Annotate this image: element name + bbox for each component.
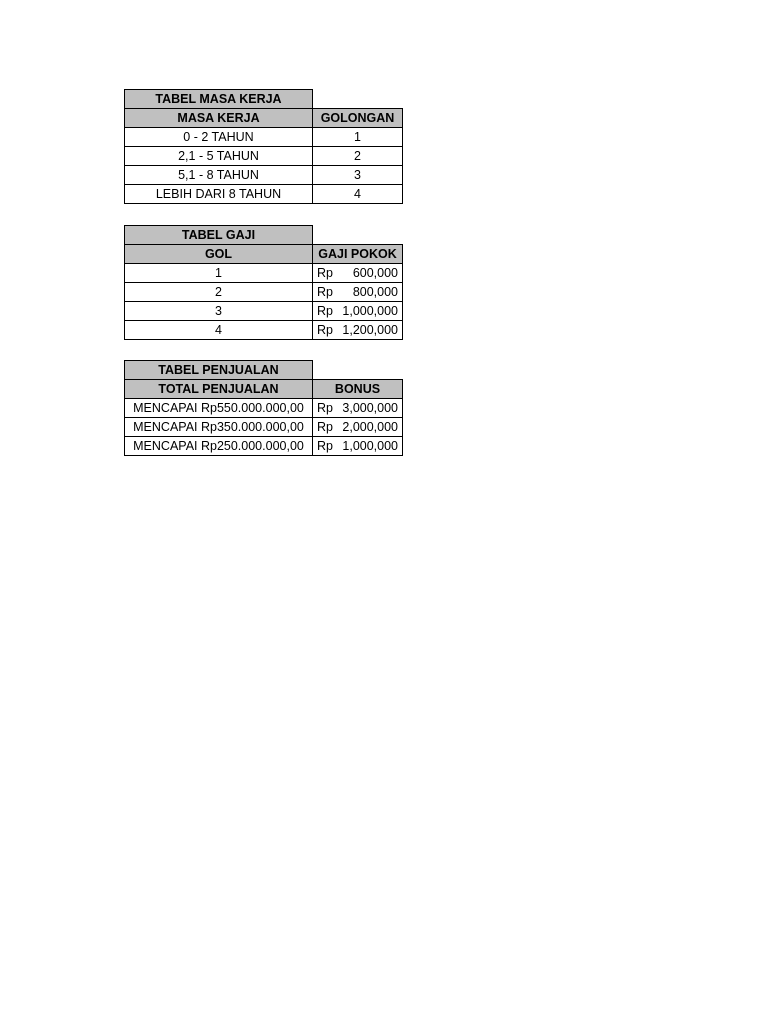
table-cell: MENCAPAI Rp550.000.000,00 [125, 399, 313, 418]
table-header-row [125, 245, 403, 264]
money-cell [313, 302, 403, 321]
table-row [125, 437, 403, 456]
table-title: TABEL GAJI [125, 226, 313, 245]
table-cell: 1 [125, 264, 313, 283]
column-header: GAJI POKOK [313, 245, 403, 264]
currency-label: Rp [317, 285, 333, 299]
table-cell: 3 [125, 302, 313, 321]
table-title-row [125, 361, 403, 380]
table-header-row [125, 109, 403, 128]
table-cell: MENCAPAI Rp350.000.000,00 [125, 418, 313, 437]
table-row [125, 166, 403, 185]
column-header: MASA KERJA [125, 109, 313, 128]
currency-label: Rp [317, 420, 333, 434]
table-cell: 1 [313, 128, 403, 147]
table-cell: MENCAPAI Rp250.000.000,00 [125, 437, 313, 456]
table-row [125, 302, 403, 321]
table-title: TABEL MASA KERJA [125, 90, 313, 109]
masa-kerja-table [124, 89, 403, 204]
amount: 600,000 [352, 266, 398, 280]
table-row [125, 283, 403, 302]
table-header-row [125, 380, 403, 399]
currency-label: Rp [317, 304, 333, 318]
column-header: GOL [125, 245, 313, 264]
penjualan-table [124, 360, 403, 456]
money-cell [313, 437, 403, 456]
column-header: BONUS [313, 380, 403, 399]
table-cell: 3 [313, 166, 403, 185]
money-cell [313, 399, 403, 418]
currency-label: Rp [317, 439, 333, 453]
money-cell [313, 264, 403, 283]
gaji-table [124, 225, 403, 340]
currency-label: Rp [317, 401, 333, 415]
table-row [125, 128, 403, 147]
table-cell: 2 [313, 147, 403, 166]
amount: 800,000 [352, 285, 398, 299]
table-cell: LEBIH DARI 8 TAHUN [125, 185, 313, 204]
table-title-row [125, 226, 403, 245]
table-cell: 2 [125, 283, 313, 302]
table-row [125, 185, 403, 204]
table-row [125, 264, 403, 283]
amount: 1,000,000 [342, 304, 398, 318]
table-row [125, 147, 403, 166]
money-cell [313, 283, 403, 302]
table-row [125, 321, 403, 340]
amount: 2,000,000 [342, 420, 398, 434]
table-row [125, 418, 403, 437]
table-cell: 5,1 - 8 TAHUN [125, 166, 313, 185]
amount: 3,000,000 [342, 401, 398, 415]
money-cell [313, 418, 403, 437]
column-header: TOTAL PENJUALAN [125, 380, 313, 399]
table-title-row [125, 90, 403, 109]
table-cell: 0 - 2 TAHUN [125, 128, 313, 147]
currency-label: Rp [317, 323, 333, 337]
table-cell: 2,1 - 5 TAHUN [125, 147, 313, 166]
table-cell: 4 [313, 185, 403, 204]
currency-label: Rp [317, 266, 333, 280]
money-cell [313, 321, 403, 340]
table-cell: 4 [125, 321, 313, 340]
table-title: TABEL PENJUALAN [125, 361, 313, 380]
amount: 1,000,000 [342, 439, 398, 453]
table-row [125, 399, 403, 418]
column-header: GOLONGAN [313, 109, 403, 128]
amount: 1,200,000 [342, 323, 398, 337]
